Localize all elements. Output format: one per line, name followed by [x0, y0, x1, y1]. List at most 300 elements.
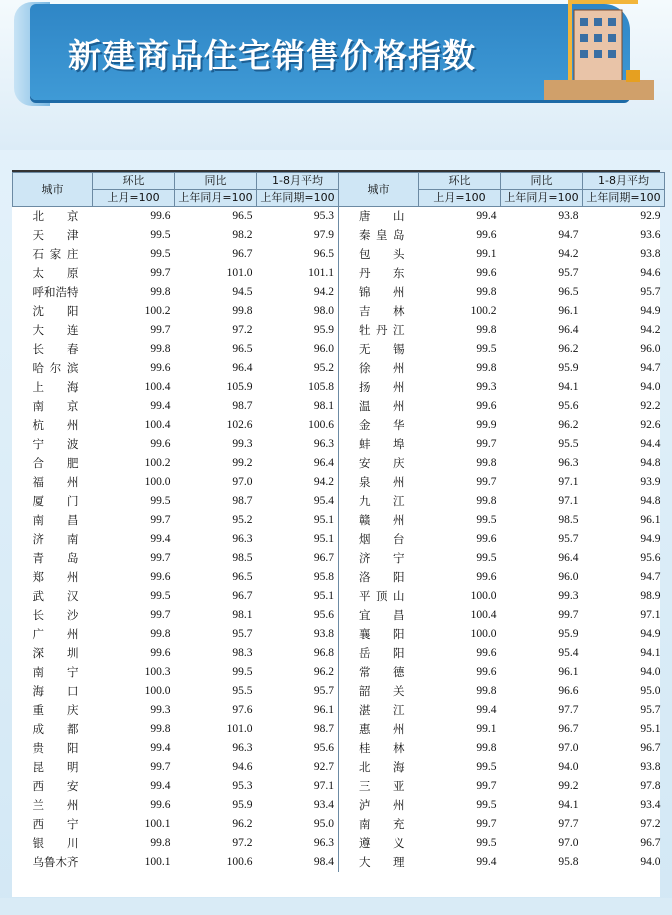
left-avg-cell: 96.1 [257, 701, 339, 720]
left-yoy-cell: 97.0 [232, 476, 253, 488]
right-avg-cell: 94.8 [640, 495, 661, 507]
left-yoy-cell: 95.2 [232, 514, 253, 526]
right-yoy-cell: 95.9 [558, 628, 579, 640]
right-yoy-cell: 97.0 [558, 837, 579, 849]
table-row [13, 416, 665, 435]
table-row [13, 739, 665, 758]
table-row [13, 283, 665, 302]
left-avg-cell: 98.1 [257, 397, 339, 416]
left-mom-cell: 100.4 [144, 381, 171, 393]
right-yoy-cell: 94.7 [558, 229, 579, 241]
right-city-cell: 济宁 [359, 551, 405, 565]
right-yoy-cell: 95.7 [558, 267, 579, 279]
left-city-cell: 乌鲁木齐 [32, 855, 79, 869]
building-crane-icon [544, 0, 654, 100]
right-avg-cell: 93.4 [640, 799, 661, 811]
left-mom-cell: 100.1 [144, 818, 171, 830]
left-mom-cell: 99.4 [150, 742, 171, 754]
left-mom-cell: 99.4 [150, 780, 171, 792]
header-avg-base: 上年同期=100 [257, 190, 339, 207]
right-city-cell: 遵义 [359, 836, 405, 850]
left-city-cell: 郑州 [32, 570, 79, 584]
banner [0, 0, 672, 150]
table-row [13, 777, 665, 796]
left-mom-cell: 100.4 [144, 419, 171, 431]
right-mom-cell: 99.5 [476, 799, 497, 811]
left-yoy-cell: 101.0 [226, 267, 253, 279]
right-city-cell: 安庆 [359, 456, 405, 470]
left-mom-cell: 99.5 [150, 590, 171, 602]
right-mom-cell: 99.6 [476, 533, 497, 545]
table-row [13, 530, 665, 549]
left-yoy-cell: 99.2 [232, 457, 253, 469]
right-mom-cell: 99.5 [476, 837, 497, 849]
left-city-cell: 石家庄 [32, 247, 79, 261]
left-mom-cell: 99.8 [150, 837, 171, 849]
left-avg-cell: 96.8 [257, 644, 339, 663]
left-yoy-cell: 98.7 [232, 400, 253, 412]
right-mom-cell: 99.8 [476, 324, 497, 336]
left-city-cell: 大连 [32, 323, 79, 337]
left-avg-cell: 96.0 [257, 340, 339, 359]
right-yoy-cell: 96.0 [558, 571, 579, 583]
left-yoy-cell: 96.4 [232, 362, 253, 374]
right-yoy-cell: 98.5 [558, 514, 579, 526]
left-avg-cell: 96.4 [257, 454, 339, 473]
table-body [13, 207, 665, 873]
left-city-cell: 海口 [32, 684, 79, 698]
right-city-cell: 丹东 [359, 266, 405, 280]
right-avg-cell: 94.6 [640, 267, 661, 279]
right-avg-cell: 95.0 [640, 685, 661, 697]
left-yoy-cell: 101.0 [226, 723, 253, 735]
right-mom-cell: 99.9 [476, 419, 497, 431]
right-mom-cell: 99.8 [476, 362, 497, 374]
left-yoy-cell: 99.8 [232, 305, 253, 317]
table-row [13, 378, 665, 397]
right-city-cell: 包头 [359, 247, 405, 261]
right-city-cell: 赣州 [359, 513, 405, 527]
header-yoy-right: 同比 [501, 173, 583, 190]
left-avg-cell: 95.8 [257, 568, 339, 587]
left-avg-cell: 93.4 [257, 796, 339, 815]
right-avg-cell: 94.1 [640, 647, 661, 659]
left-avg-cell: 95.6 [257, 606, 339, 625]
left-mom-cell: 99.5 [150, 248, 171, 260]
right-avg-cell: 93.8 [640, 248, 661, 260]
right-city-cell: 徐州 [359, 361, 405, 375]
left-avg-cell: 95.6 [257, 739, 339, 758]
right-avg-cell: 94.0 [640, 666, 661, 678]
right-yoy-cell: 94.1 [558, 381, 579, 393]
table-row [13, 853, 665, 872]
right-yoy-cell: 94.0 [558, 761, 579, 773]
left-yoy-cell: 96.7 [232, 248, 253, 260]
right-city-cell: 金华 [359, 418, 405, 432]
left-city-cell: 北京 [32, 209, 79, 223]
right-mom-cell: 99.6 [476, 666, 497, 678]
right-yoy-cell: 96.1 [558, 305, 579, 317]
right-avg-cell: 93.8 [640, 761, 661, 773]
left-yoy-cell: 98.5 [232, 552, 253, 564]
right-city-cell: 牡丹江 [359, 323, 405, 337]
left-city-cell: 杭州 [32, 418, 79, 432]
left-city-cell: 宁波 [32, 437, 79, 451]
left-city-cell: 贵阳 [32, 741, 79, 755]
header-avg: 1-8月平均 [257, 173, 339, 190]
price-index-table [12, 170, 660, 897]
right-avg-cell: 95.7 [640, 286, 661, 298]
table-row [13, 321, 665, 340]
right-avg-cell: 92.2 [640, 400, 661, 412]
right-yoy-cell: 95.9 [558, 362, 579, 374]
right-city-cell: 温州 [359, 399, 405, 413]
left-yoy-cell: 98.2 [232, 229, 253, 241]
left-yoy-cell: 97.2 [232, 837, 253, 849]
left-avg-cell: 96.3 [257, 834, 339, 853]
right-avg-cell: 94.2 [640, 324, 661, 336]
left-city-cell: 济南 [32, 532, 79, 546]
left-yoy-cell: 98.1 [232, 609, 253, 621]
table-row [13, 815, 665, 834]
table-row [13, 245, 665, 264]
left-yoy-cell: 100.6 [226, 856, 253, 868]
header-city: 城市 [13, 173, 93, 207]
right-avg-cell: 94.8 [640, 457, 661, 469]
right-avg-cell: 94.4 [640, 438, 661, 450]
right-mom-cell: 99.7 [476, 818, 497, 830]
right-yoy-cell: 99.2 [558, 780, 579, 792]
right-city-cell: 秦皇岛 [359, 228, 405, 242]
right-yoy-cell: 94.1 [558, 799, 579, 811]
right-yoy-cell: 96.1 [558, 666, 579, 678]
left-mom-cell: 99.7 [150, 267, 171, 279]
right-city-cell: 烟台 [359, 532, 405, 546]
left-yoy-cell: 99.3 [232, 438, 253, 450]
right-city-cell: 平顶山 [359, 589, 405, 603]
left-city-cell: 长春 [32, 342, 79, 356]
right-avg-cell: 94.0 [640, 856, 661, 868]
left-mom-cell: 99.6 [150, 571, 171, 583]
right-mom-cell: 99.7 [476, 476, 497, 488]
left-yoy-cell: 97.6 [232, 704, 253, 716]
left-mom-cell: 99.8 [150, 628, 171, 640]
right-city-cell: 三亚 [359, 779, 405, 793]
right-city-cell: 北海 [359, 760, 405, 774]
right-city-cell: 大理 [359, 855, 405, 869]
data-table [12, 172, 665, 872]
left-mom-cell: 99.7 [150, 609, 171, 621]
left-mom-cell: 99.4 [150, 533, 171, 545]
left-avg-cell: 95.0 [257, 815, 339, 834]
right-city-cell: 南充 [359, 817, 405, 831]
right-avg-cell: 94.7 [640, 571, 661, 583]
right-mom-cell: 99.5 [476, 552, 497, 564]
right-avg-cell: 92.9 [640, 210, 661, 222]
header-yoy-base-right: 上年同月=100 [501, 190, 583, 207]
right-yoy-cell: 97.1 [558, 476, 579, 488]
table-row [13, 625, 665, 644]
right-city-cell: 泸州 [359, 798, 405, 812]
right-yoy-cell: 96.5 [558, 286, 579, 298]
right-avg-cell: 94.7 [640, 362, 661, 374]
left-avg-cell: 97.1 [257, 777, 339, 796]
left-city-cell: 合肥 [32, 456, 79, 470]
right-avg-cell: 94.9 [640, 628, 661, 640]
left-yoy-cell: 96.3 [232, 742, 253, 754]
left-mom-cell: 100.2 [144, 305, 171, 317]
left-mom-cell: 100.0 [144, 685, 171, 697]
left-avg-cell: 95.1 [257, 511, 339, 530]
table-row [13, 606, 665, 625]
table-row [13, 663, 665, 682]
left-mom-cell: 99.7 [150, 514, 171, 526]
left-city-cell: 厦门 [32, 494, 79, 508]
left-city-cell: 昆明 [32, 760, 79, 774]
left-mom-cell: 99.8 [150, 343, 171, 355]
left-mom-cell: 99.7 [150, 761, 171, 773]
table-row [13, 568, 665, 587]
header-mom: 环比 [93, 173, 175, 190]
left-city-cell: 西安 [32, 779, 79, 793]
right-city-cell: 九江 [359, 494, 405, 508]
right-avg-cell: 97.8 [640, 780, 661, 792]
right-city-cell: 桂林 [359, 741, 405, 755]
table-row [13, 264, 665, 283]
right-yoy-cell: 96.7 [558, 723, 579, 735]
left-city-cell: 哈尔滨 [32, 361, 79, 375]
left-yoy-cell: 95.9 [232, 799, 253, 811]
right-mom-cell: 99.6 [476, 647, 497, 659]
right-mom-cell: 99.6 [476, 400, 497, 412]
right-mom-cell: 99.8 [476, 495, 497, 507]
header-mom-base: 上月=100 [93, 190, 175, 207]
right-yoy-cell: 96.2 [558, 419, 579, 431]
left-avg-cell: 98.4 [257, 853, 339, 872]
left-avg-cell: 95.4 [257, 492, 339, 511]
table-row [13, 587, 665, 606]
left-avg-cell: 95.9 [257, 321, 339, 340]
table-row [13, 226, 665, 245]
right-city-cell: 吉林 [359, 304, 405, 318]
left-city-cell: 重庆 [32, 703, 79, 717]
right-mom-cell: 100.4 [470, 609, 497, 621]
left-city-cell: 广州 [32, 627, 79, 641]
left-yoy-cell: 96.5 [232, 571, 253, 583]
left-city-cell: 青岛 [32, 551, 79, 565]
table-row [13, 302, 665, 321]
table-row [13, 549, 665, 568]
table-row [13, 492, 665, 511]
left-avg-cell: 96.3 [257, 435, 339, 454]
right-mom-cell: 99.6 [476, 571, 497, 583]
right-avg-cell: 92.6 [640, 419, 661, 431]
left-avg-cell: 95.1 [257, 587, 339, 606]
right-avg-cell: 93.6 [640, 229, 661, 241]
left-city-cell: 长沙 [32, 608, 79, 622]
left-mom-cell: 99.6 [150, 438, 171, 450]
left-city-cell: 沈阳 [32, 304, 79, 318]
right-avg-cell: 97.1 [640, 609, 661, 621]
right-city-cell: 韶关 [359, 684, 405, 698]
left-yoy-cell: 95.5 [232, 685, 253, 697]
right-avg-cell: 95.6 [640, 552, 661, 564]
left-city-cell: 福州 [32, 475, 79, 489]
left-yoy-cell: 95.3 [232, 780, 253, 792]
left-avg-cell: 97.9 [257, 226, 339, 245]
header-mom-base-right: 上月=100 [419, 190, 501, 207]
left-city-cell: 上海 [32, 380, 79, 394]
left-city-cell: 天津 [32, 228, 79, 242]
left-mom-cell: 99.3 [150, 704, 171, 716]
right-city-cell: 蚌埠 [359, 437, 405, 451]
left-city-cell: 深圳 [32, 646, 79, 660]
right-city-cell: 洛阳 [359, 570, 405, 584]
left-mom-cell: 99.7 [150, 324, 171, 336]
table-row [13, 511, 665, 530]
left-city-cell: 南京 [32, 399, 79, 413]
left-yoy-cell: 105.9 [226, 381, 253, 393]
left-yoy-cell: 94.5 [232, 286, 253, 298]
right-avg-cell: 96.0 [640, 343, 661, 355]
right-yoy-cell: 97.1 [558, 495, 579, 507]
table-row [13, 682, 665, 701]
right-mom-cell: 99.5 [476, 343, 497, 355]
table-row [13, 796, 665, 815]
left-city-cell: 兰州 [32, 798, 79, 812]
right-city-cell: 唐山 [359, 209, 405, 223]
left-avg-cell: 94.2 [257, 283, 339, 302]
left-avg-cell: 98.7 [257, 720, 339, 739]
right-avg-cell: 95.1 [640, 723, 661, 735]
left-yoy-cell: 102.6 [226, 419, 253, 431]
left-mom-cell: 99.6 [150, 210, 171, 222]
left-mom-cell: 100.3 [144, 666, 171, 678]
left-avg-cell: 95.2 [257, 359, 339, 378]
left-mom-cell: 99.6 [150, 647, 171, 659]
left-mom-cell: 99.4 [150, 400, 171, 412]
header-avg-right: 1-8月平均 [583, 173, 665, 190]
right-city-cell: 宜昌 [359, 608, 405, 622]
right-mom-cell: 99.5 [476, 514, 497, 526]
left-mom-cell: 99.6 [150, 799, 171, 811]
left-city-cell: 银川 [32, 836, 79, 850]
right-city-cell: 惠州 [359, 722, 405, 736]
right-mom-cell: 99.7 [476, 438, 497, 450]
left-avg-cell: 101.1 [257, 264, 339, 283]
right-avg-cell: 98.9 [640, 590, 661, 602]
table-row [13, 720, 665, 739]
left-city-cell: 成都 [32, 722, 79, 736]
header-city-right: 城市 [339, 173, 419, 207]
left-city-cell: 南昌 [32, 513, 79, 527]
left-avg-cell: 95.3 [257, 207, 339, 227]
right-avg-cell: 94.0 [640, 381, 661, 393]
right-mom-cell: 99.1 [476, 248, 497, 260]
right-yoy-cell: 95.7 [558, 533, 579, 545]
right-mom-cell: 99.8 [476, 457, 497, 469]
right-mom-cell: 100.0 [470, 628, 497, 640]
left-yoy-cell: 98.3 [232, 647, 253, 659]
left-avg-cell: 96.2 [257, 663, 339, 682]
right-avg-cell: 96.1 [640, 514, 661, 526]
right-avg-cell: 96.7 [640, 742, 661, 754]
table-row [13, 435, 665, 454]
right-city-cell: 襄阳 [359, 627, 405, 641]
right-yoy-cell: 96.2 [558, 343, 579, 355]
left-avg-cell: 95.7 [257, 682, 339, 701]
right-yoy-cell: 94.2 [558, 248, 579, 260]
right-yoy-cell: 96.6 [558, 685, 579, 697]
left-yoy-cell: 96.5 [232, 343, 253, 355]
bottom-strip [0, 898, 672, 915]
right-mom-cell: 99.8 [476, 286, 497, 298]
page-title: 新建商品住宅销售价格指数 [68, 36, 476, 75]
left-mom-cell: 99.8 [150, 723, 171, 735]
left-mom-cell: 100.0 [144, 476, 171, 488]
right-mom-cell: 99.8 [476, 685, 497, 697]
left-yoy-cell: 96.7 [232, 590, 253, 602]
right-yoy-cell: 97.0 [558, 742, 579, 754]
left-mom-cell: 99.6 [150, 362, 171, 374]
right-mom-cell: 99.4 [476, 210, 497, 222]
left-avg-cell: 96.7 [257, 549, 339, 568]
left-avg-cell: 93.8 [257, 625, 339, 644]
right-mom-cell: 100.2 [470, 305, 497, 317]
table-row [13, 758, 665, 777]
right-mom-cell: 100.0 [470, 590, 497, 602]
right-yoy-cell: 97.7 [558, 818, 579, 830]
left-city-cell: 南宁 [32, 665, 79, 679]
left-avg-cell: 94.2 [257, 473, 339, 492]
header-yoy: 同比 [175, 173, 257, 190]
right-avg-cell: 94.9 [640, 533, 661, 545]
right-yoy-cell: 95.8 [558, 856, 579, 868]
right-yoy-cell: 97.7 [558, 704, 579, 716]
left-avg-cell: 95.1 [257, 530, 339, 549]
right-city-cell: 常德 [359, 665, 405, 679]
left-city-cell: 武汉 [32, 589, 79, 603]
right-mom-cell: 99.4 [476, 856, 497, 868]
right-avg-cell: 96.7 [640, 837, 661, 849]
left-mom-cell: 100.1 [144, 856, 171, 868]
table-row [13, 644, 665, 663]
left-avg-cell: 98.0 [257, 302, 339, 321]
right-city-cell: 无锡 [359, 342, 405, 356]
right-mom-cell: 99.5 [476, 761, 497, 773]
right-yoy-cell: 95.6 [558, 400, 579, 412]
left-yoy-cell: 96.5 [232, 210, 253, 222]
left-city-cell: 太原 [32, 266, 79, 280]
left-avg-cell: 100.6 [257, 416, 339, 435]
left-mom-cell: 100.2 [144, 457, 171, 469]
right-city-cell: 湛江 [359, 703, 405, 717]
left-mom-cell: 99.5 [150, 495, 171, 507]
right-avg-cell: 97.2 [640, 818, 661, 830]
left-mom-cell: 99.7 [150, 552, 171, 564]
right-yoy-cell: 96.4 [558, 552, 579, 564]
right-mom-cell: 99.1 [476, 723, 497, 735]
header-avg-base-right: 上年同期=100 [583, 190, 665, 207]
table-row [13, 340, 665, 359]
right-yoy-cell: 96.3 [558, 457, 579, 469]
right-yoy-cell: 99.7 [558, 609, 579, 621]
right-mom-cell: 99.3 [476, 381, 497, 393]
left-yoy-cell: 98.7 [232, 495, 253, 507]
left-yoy-cell: 94.6 [232, 761, 253, 773]
table-row [13, 397, 665, 416]
left-yoy-cell: 96.3 [232, 533, 253, 545]
